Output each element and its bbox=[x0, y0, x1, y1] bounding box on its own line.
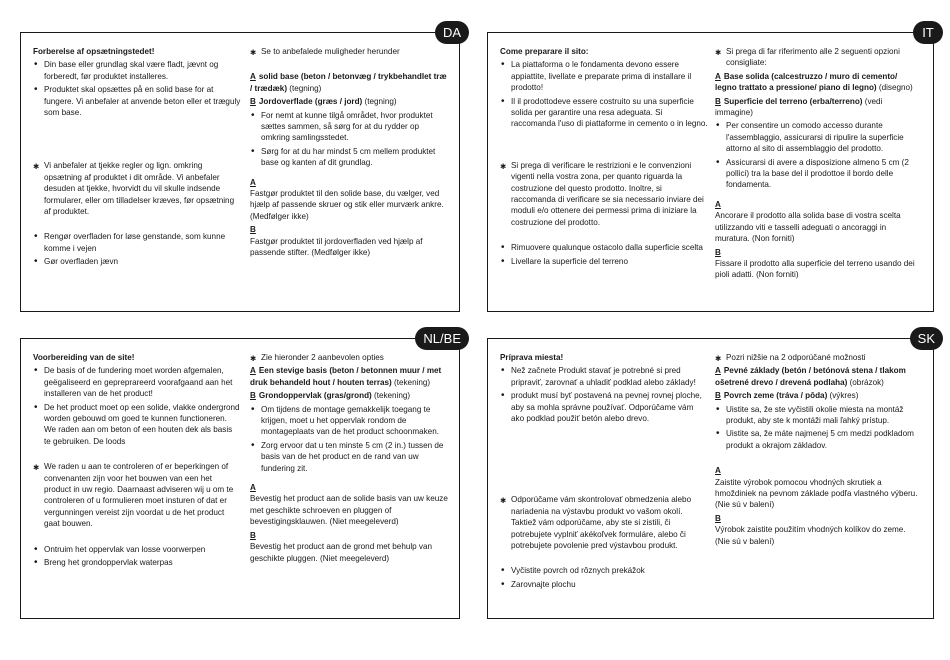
regulation-note-sk: ✱ Odporúčame vám skontrolovať obmedzenia alebo nariadenia na výstavbu produkt vo vašom okolí. Taktiež vám odporúčame, aby ste si zistili, či potrebujete vyplniť akékoľvek formuláre, alebo či potrebujete povolenie pred výstavbou produkt. bbox=[500, 494, 708, 551]
prep-bullet-1-it: • Rimuovere qualunque ostacolo dalla superficie scelta bbox=[500, 242, 708, 253]
tip-bullet-2-nl: • Zorg ervoor dat u ten minste 5 cm (2 in.) tussen de basis van de het product en de rand van uw fundering zit. bbox=[250, 440, 448, 474]
left-column-sk bbox=[500, 352, 708, 592]
see-options-note-sk: ✱ Pozri nižšie na 2 odporúčané možnosti bbox=[715, 352, 920, 363]
option-b-nl bbox=[250, 390, 448, 401]
instruction-b-letter-it: B bbox=[715, 247, 721, 257]
right-column-sk bbox=[715, 352, 920, 549]
tip-bullet-1-da: • For nemt at kunne tilgå området, hvor produktet sættes sammen, så sørg for at du rydder op omkring samlingsstedet. bbox=[250, 110, 448, 144]
tip-bullet-2-it: • Assicurarsi di avere a disposizione almeno 5 cm (2 pollici) tra la base del il prodottoe il bordo delle fondamenta. bbox=[715, 157, 920, 191]
left-column-nl bbox=[33, 352, 241, 571]
tip-bullet-1-it: • Per consentire un comodo accesso durante l'assemblaggio, assicurarsi di ripulire la superficie attorno al sito di assemblaggio del prodotto. bbox=[715, 120, 920, 154]
prep-bullet-2-nl: • Breng het grondoppervlak waterpas bbox=[33, 557, 241, 568]
right-column-it bbox=[715, 46, 920, 283]
intro-bullet-1-da: • Din base eller grundlag skal være fladt, jævnt og forberedt, før produktet installeres. bbox=[33, 59, 241, 82]
tip-bullet-1-sk: • Uistite sa, že ste vyčistili okolie miesta na montáž produkt, aby ste k montáži mali ľahký prístup. bbox=[715, 404, 920, 427]
prep-bullet-1-nl: • Ontruim het oppervlak van losse voorwerpen bbox=[33, 544, 241, 555]
intro-bullet-1-nl: • De basis of de fundering moet worden afgemalen, geëgaliseerd en gepreprareerd voorafgaand aan het installeren van de het product! bbox=[33, 365, 241, 399]
option-b-drawing-nl: (tekening) bbox=[371, 391, 411, 401]
right-column-nl bbox=[250, 352, 448, 566]
see-options-note-nl: ✱ Zie hieronder 2 aanbevolen opties bbox=[250, 352, 448, 363]
option-b-sk bbox=[715, 390, 920, 401]
instruction-b-text-sk: Výrobok zaistite použitím vhodných kolíkov do zeme. (Nie sú v balení) bbox=[715, 525, 906, 546]
section-title-sk: Príprava miesta! bbox=[500, 353, 564, 362]
option-a-nl bbox=[250, 365, 448, 388]
instruction-b-letter-nl: B bbox=[250, 530, 256, 540]
section-title-it: Come preparare il sito: bbox=[500, 47, 589, 56]
instruction-a-text-sk: Zaistite výrobok pomocou vhodných skrutiek a hmoždiniek na pevnom základe podľa vlastného výberu. (Nie sú v balení) bbox=[715, 477, 918, 510]
regulation-note-da: ✱ Vi anbefaler at tjekke regler og lign. omkring opsætning af produktet i dit område. Vi anbefaler desuden at tjekke, hvorvidt du vil skulle indsende formularer, eller om tilladelser kræves, før opsætning af produktet. bbox=[33, 160, 241, 217]
tip-bullet-2-da: • Sørg for at du har mindst 5 cm mellem produktet base og kanten af dit grundlag. bbox=[250, 146, 448, 169]
left-column-it bbox=[500, 46, 708, 269]
option-a-drawing-da: (tegning) bbox=[287, 83, 322, 93]
intro-bullet-2-sk: • produkt musí byť postavená na pevnej rovnej ploche, aby sa mohla správne používať. Odporúčame vám ako podklad použiť betón alebo drevo. bbox=[500, 390, 708, 424]
option-b-title-sk: Povrch zeme (tráva / pôda) bbox=[723, 391, 828, 401]
intro-bullet-2-da: • Produktet skal opsættes på en solid base for at fungere. Vi anbefaler at anvende beton eller et træguly som base. bbox=[33, 84, 241, 118]
right-column-da bbox=[250, 46, 448, 261]
instruction-a-text-it: Ancorare il prodotto alla solida base di vostra scelta utilizzando viti e tasselli adeguati o ancoraggi in muratura. (Non forniti) bbox=[715, 211, 901, 244]
option-b-letter-da: B bbox=[250, 97, 256, 107]
option-a-letter-nl: A bbox=[250, 366, 256, 376]
option-b-it bbox=[715, 96, 920, 119]
intro-bullet-2-nl: • De het product moet op een solide, vlakke ondergrond worden gebouwd om goed te kunnen functioneren. We raden aan om beton of een houten dek als basis te gebruiken. De loods bbox=[33, 402, 241, 448]
prep-bullet-2-sk: • Zarovnajte plochu bbox=[500, 579, 708, 590]
option-a-drawing-nl: (tekening) bbox=[391, 377, 431, 387]
panel-slovak bbox=[487, 331, 935, 619]
instruction-a-letter-sk: A bbox=[715, 466, 721, 476]
see-options-note-da: ✱ Se to anbefalede muligheder herunder bbox=[250, 46, 448, 57]
instruction-a-text-da: Fastgør produktet til den solide base, du vælger, ved hjælp af passende skruer og stik eller murværk ankre. (Medfølger ikke) bbox=[250, 189, 444, 221]
see-options-note-it: ✱ Si prega di far riferimento alle 2 seguenti opzioni consigliate: bbox=[715, 46, 920, 69]
intro-bullet-2-it: • Il il prodottodeve essere costruito su una superficie solida per garantire una resa adeguata. Si raccomanda l'uso di piattaforme in cemento o in legno. bbox=[500, 96, 708, 130]
option-a-image-sk: (obrázok) bbox=[847, 377, 884, 387]
option-b-letter-sk: B bbox=[715, 391, 721, 401]
intro-bullet-1-sk: • Než začnete Produkt stavať je potrebné si pred pripraviť, zarovnať a uhladiť podklad alebo základy! bbox=[500, 365, 708, 388]
option-a-title-da: solid base (beton / betonvæg / trykbehandlet træ / trædæk) bbox=[250, 72, 447, 93]
option-a-sk bbox=[715, 365, 920, 388]
left-column-da bbox=[33, 46, 241, 270]
language-tag-da: DA bbox=[435, 21, 469, 44]
instruction-a-letter-nl: A bbox=[250, 483, 256, 493]
option-b-image-it: (vedi immagine) bbox=[715, 96, 883, 118]
panel-italian bbox=[487, 25, 934, 312]
regulation-note-nl: ✱ We raden u aan te controleren of er beperkingen of convenanten zijn voor het bouwen van een het product in uw regio. Daarnaast adviseren wij u om te controleren of u formulieren moet insturen of dat er vergunningen vereist zijn voordat u de het product gaat bouwen. bbox=[33, 461, 241, 529]
prep-bullet-1-sk: • Vyčistite povrch od rôznych prekážok bbox=[500, 565, 708, 576]
instruction-b-text-it: Fissare il prodotto alla superficie del terreno usando dei pioli adatti. (Non forniti) bbox=[715, 258, 915, 280]
option-a-title-it: Base solida (calcestruzzo / muro di cemento/ legno trattato a pressione/ piano di legno) bbox=[715, 71, 898, 93]
option-a-drawing-it: (disegno) bbox=[876, 83, 913, 93]
option-a-letter-da: A bbox=[250, 72, 256, 82]
prep-bullet-2-it: • Livellare la superficie del terreno bbox=[500, 256, 708, 267]
instruction-a-letter-da: A bbox=[250, 177, 256, 187]
tip-bullet-1-nl: • Om tijdens de montage gemakkelijk toegang te krijgen, moet u het oppervlak rondom de montageplaats van de het product schoonmaken. bbox=[250, 404, 448, 438]
option-a-da bbox=[250, 71, 448, 94]
section-title-da: Forberelse af opsætningstedet! bbox=[33, 47, 155, 56]
option-b-drawing-sk: (výkres) bbox=[827, 391, 859, 401]
option-b-title-nl: Grondoppervlak (gras/grond) bbox=[258, 391, 372, 401]
option-b-title-it: Superficie del terreno (erba/terreno) bbox=[723, 96, 863, 106]
language-tag-nl: NL/BE bbox=[415, 327, 469, 350]
panel-dutch bbox=[20, 331, 461, 619]
instruction-a-letter-it: A bbox=[715, 199, 721, 209]
instruction-a-text-nl: Bevestig het product aan de solide basis van uw keuze met geschikte schroeven en pluggen of bevestigingsklauwen. (Niet meegeleverd) bbox=[250, 494, 448, 527]
option-b-letter-it: B bbox=[715, 96, 721, 106]
instruction-b-text-da: Fastgør produktet til jordoverfladen ved hjælp af passende stifter. (Medfølger ikke) bbox=[250, 236, 423, 258]
option-b-drawing-da: (tegning) bbox=[362, 97, 397, 107]
instruction-b-text-nl: Bevestig het product aan de grond met behulp van geschikte pluggen. (Niet meegeleverd) bbox=[250, 542, 433, 563]
regulation-note-it: ✱ Si prega di verificare le restrizioni e le convenzioni vigenti nella vostra zona, per quanto riguarda la costruzione del questo prodotto. Inoltre, si raccomanda di verificare se sia necessario inviare dei moduli e/o ottenere dei permessi prima di iniziare la costruzione del prodotto. bbox=[500, 160, 708, 228]
option-b-letter-nl: B bbox=[250, 391, 256, 401]
option-b-da bbox=[250, 96, 448, 107]
intro-bullet-1-it: • La piattaforma o le fondamenta devono essere appiattite, livellate e preparate prima di installare il prodotto! bbox=[500, 59, 708, 93]
option-a-title-nl: Een stevige basis (beton / betonnen muur / met druk behandeld hout / houten terras) bbox=[250, 366, 442, 387]
language-tag-it: IT bbox=[913, 21, 943, 44]
prep-bullet-1-da: • Rengør overfladen for løse genstande, som kunne komme i vejen bbox=[33, 231, 241, 254]
instruction-b-letter-da: B bbox=[250, 225, 256, 235]
option-b-title-da: Jordoverflade (græs / jord) bbox=[258, 97, 363, 107]
language-tag-sk: SK bbox=[910, 327, 943, 350]
prep-bullet-2-da: • Gør overfladen jævn bbox=[33, 256, 241, 267]
option-a-it bbox=[715, 71, 920, 94]
instruction-b-letter-sk: B bbox=[715, 513, 721, 523]
panel-danish bbox=[20, 25, 461, 312]
option-a-letter-sk: A bbox=[715, 366, 721, 376]
option-a-letter-it: A bbox=[715, 71, 721, 81]
tip-bullet-2-sk: • Uistite sa, že máte najmenej 5 cm medzi podkladom produkt a okrajom základov. bbox=[715, 428, 920, 451]
option-a-title-sk: Pevné základy (betón / betónová stena / tlakom ošetrené drevo / drevená podlaha) bbox=[715, 366, 906, 387]
section-title-nl: Voorbereiding van de site! bbox=[33, 353, 135, 362]
